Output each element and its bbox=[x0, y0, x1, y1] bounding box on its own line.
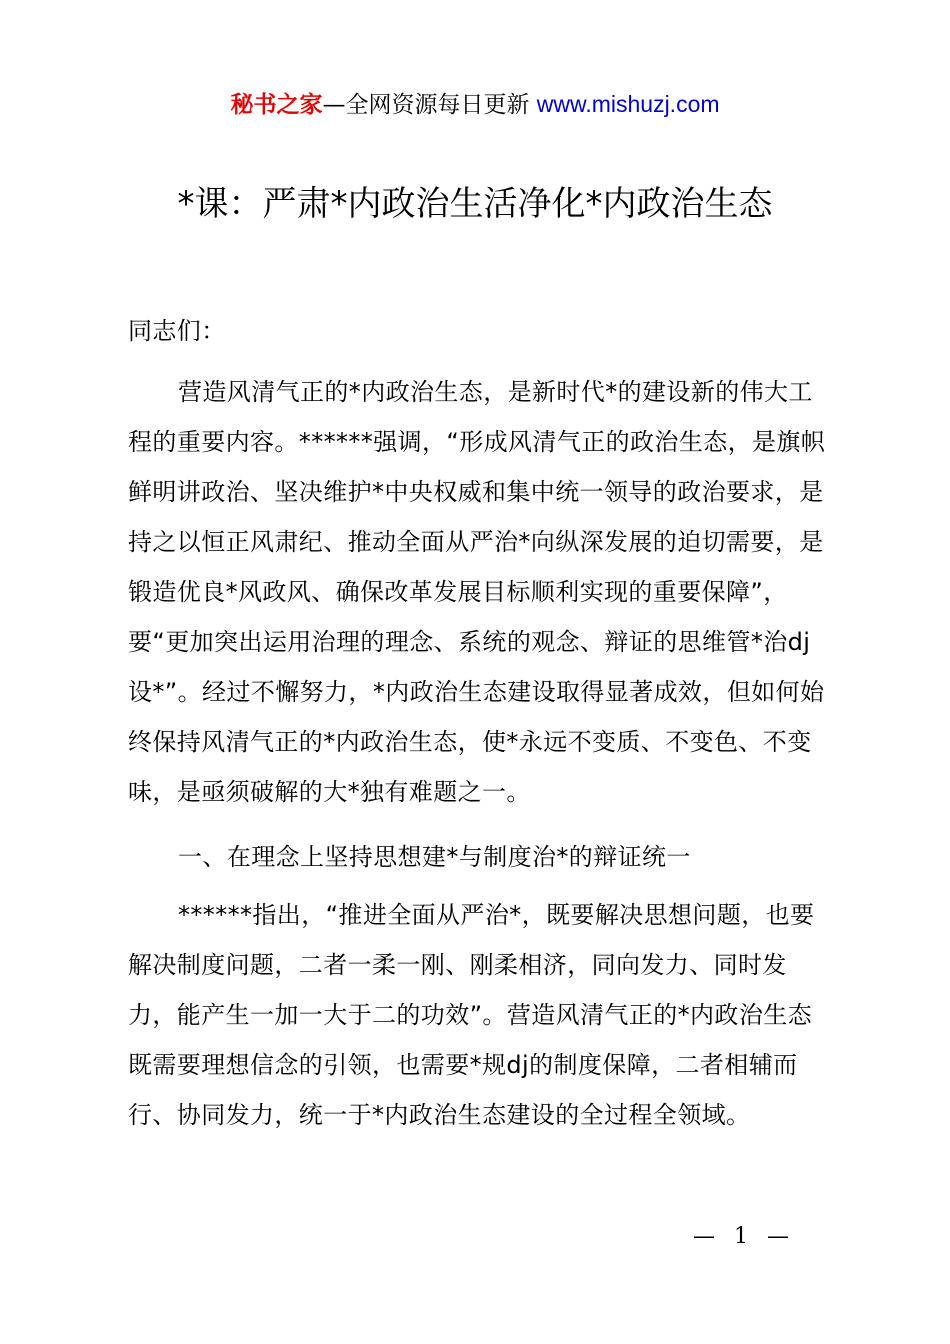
site-name: 秘书之家 bbox=[230, 92, 323, 118]
paragraph-section-1: ******指出，“推进全面从严治*，既要解决思想问题，也要解决制度问题，二者一柔一刚、刚柔相济，同向发力、同时发力，能产生一加一大于二的功效”。营造风清气正的*内政治生态既需要理想信念的引领，也需要*规dj的制度保障，二者相辅而行、协同发力，统一于*内政治生态建设的全过程全领域。 bbox=[128, 901, 815, 1129]
document-title: *课：严肃*内政治生活净化*内政治生态 bbox=[177, 184, 773, 224]
site-header bbox=[0, 86, 950, 123]
greeting: 同志们： bbox=[128, 317, 226, 345]
site-tagline: —全网资源每日更新 bbox=[322, 92, 537, 118]
page-number: — 1 — bbox=[693, 1224, 795, 1249]
page-number-footer bbox=[0, 1222, 950, 1252]
paragraph-intro: 营造风清气正的*内政治生态，是新时代*的建设新的伟大工程的重要内容。******强调，“形成风清气正的政治生态，是旗帜鲜明讲政治、坚决维护*中央权威和集中统一领导的政治要求，是持之以恒正风肃纪、推动全面从严治*向纵深发展的迫切需要，是锻造优良*风政风、确保改革发展目标顺利实现的重要保障”，要“更加突出运用治理的理念、系统的观念、辩证的思维管*治dj设*”。经过不懈努力，*内政治生态建设取得显著成效，但如何始终保持风清气正的*内政治生态，使*永远不变质、不变色、不变味，是亟须破解的大*独有难题之一。 bbox=[128, 378, 826, 806]
section-heading-1: 一、在理念上坚持思想建*与制度治*的辩证统一 bbox=[178, 843, 691, 871]
site-url-link[interactable]: www.mishuzj.com bbox=[536, 91, 720, 117]
